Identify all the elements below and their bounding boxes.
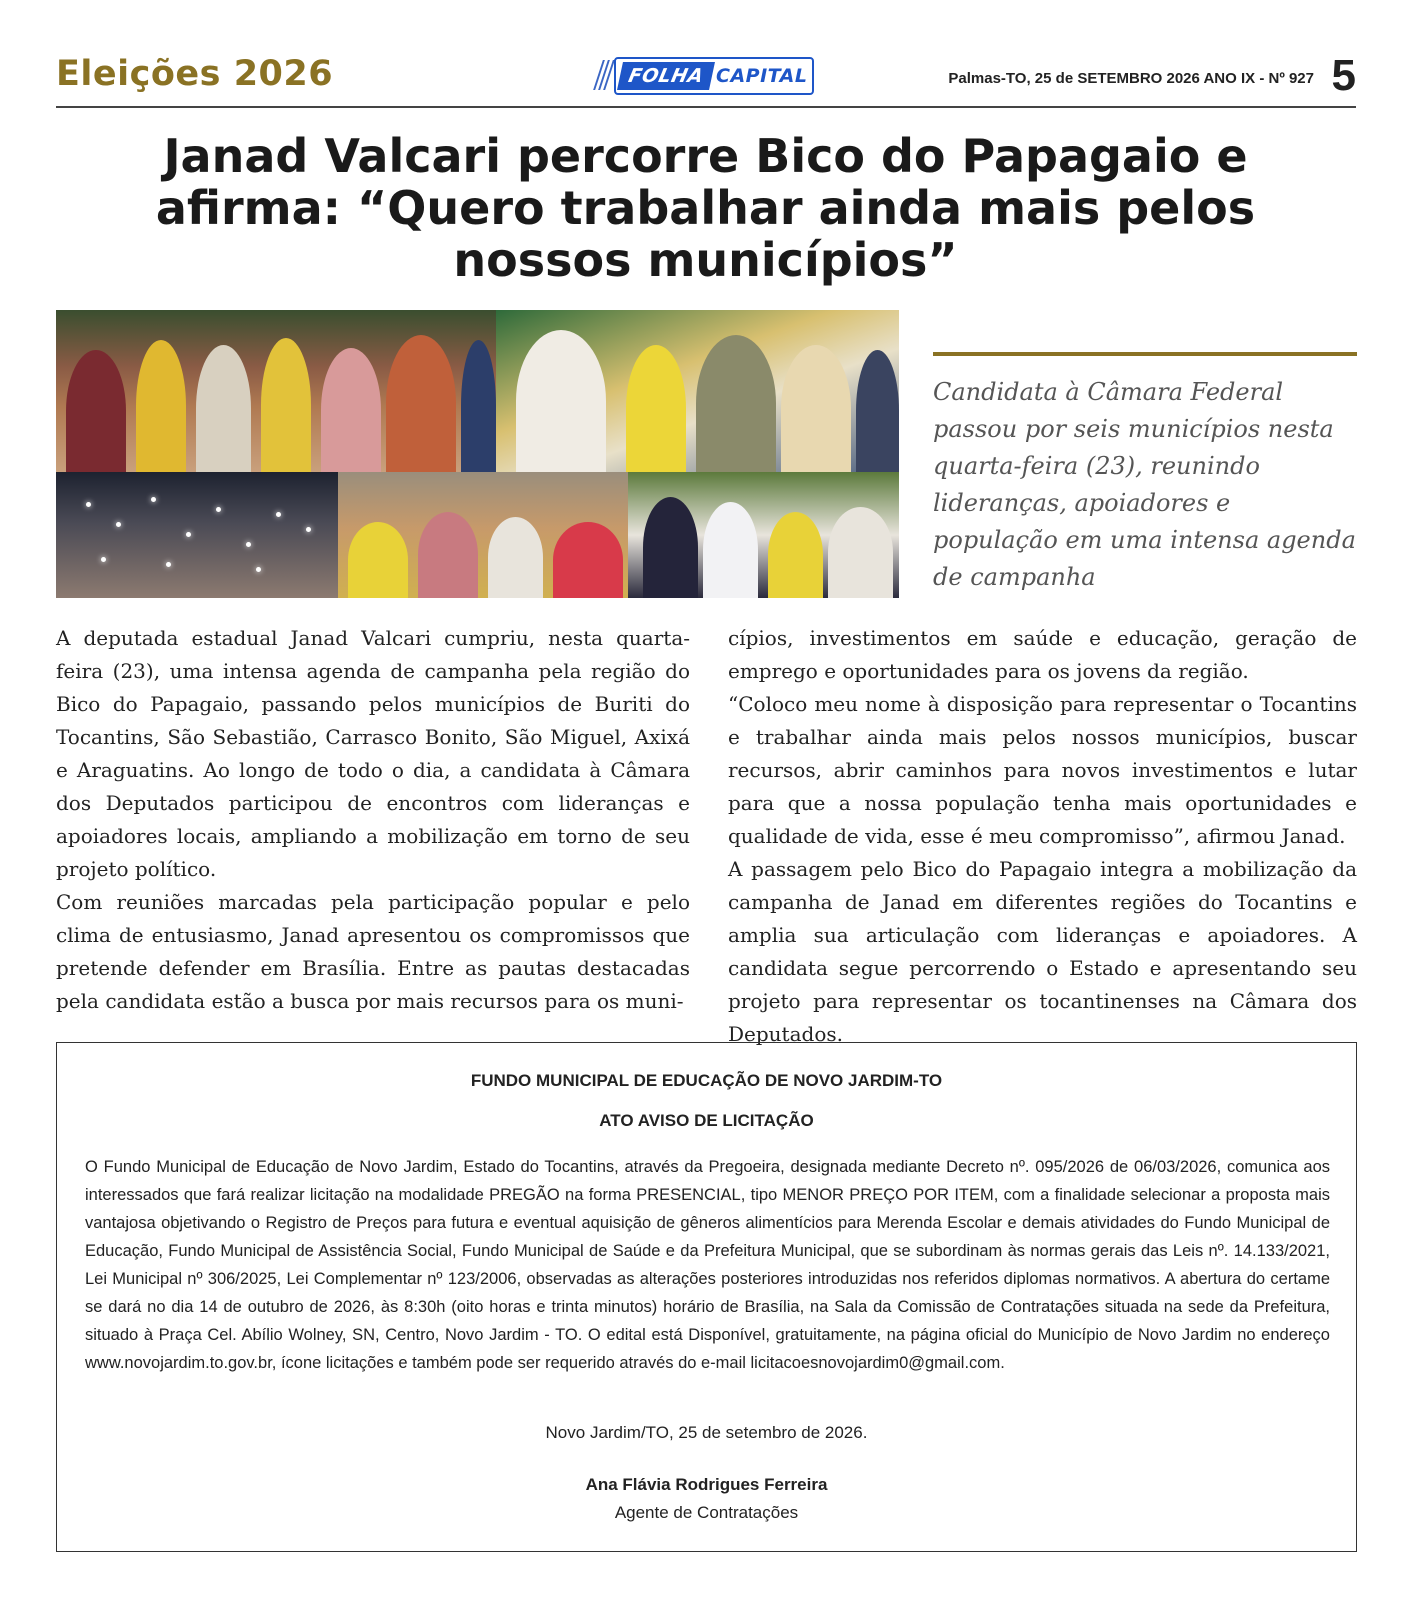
- logo-box: [614, 57, 814, 95]
- article-column-right: [728, 622, 1357, 1051]
- notice-body: O Fundo Municipal de Educação de Novo Jardim, Estado do Tocantins, através da Pregoeira, designada mediante Decreto nº. 095/2026 de 06/03/2026, comunica aos interessados que fará realizar licitação na modalidade PREGÃO na forma PRESENCIAL, tipo MENOR PREÇO POR ITEM, com a finalidade selecionar a proposta mais vantajosa objetivando o Registro de Preços para futura e eventual aquisição de gêneros alimentícios para Merenda Escolar e demais atividades do Fundo Municipal de Educação, Fundo Municipal de Assistência Social, Fundo Municipal de Saúde e da Prefeitura Municipal, que se subordinam às normas gerais das Leis nº. 14.133/2021, Lei Municipal nº 306/2025, Lei Complementar nº 123/2006, observadas as alterações posteriores introduzidas nos referidos diplomas normativos. A abertura do certame se dará no dia 14 de outubro de 2026, às 8:30h (oito horas e trinta minutos) horário de Brasília, na Sala da Comissão de Contratações situada na sede da Prefeitura, situado à Praça Cel. Abílio Wolney, SN, Centro, Novo Jardim - TO. O edital está Disponível, gratuitamente, na página oficial do Município de Novo Jardim no endereço www.novojardim.to.gov.br, ícone licitações e também pode ser requerido através do e-mail licitacoesnovojardim0@gmail.com.: [85, 1158, 1330, 1372]
- article-column-left: [56, 622, 690, 1018]
- page-header: [56, 50, 1356, 106]
- article-paragraph: Com reuniões marcadas pela participação popular e pelo clima de entusiasmo, Janad apresentou os compromissos que pretende defender em Brasília. Entre as pautas destacadas pela candidata estão a busca por mais recursos para os muni-: [56, 890, 690, 1013]
- night-event-photo: [56, 472, 338, 598]
- article-quote-paragraph: “Coloco meu nome à disposição para representar o Tocantins e trabalhar ainda mais pelos nossos municípios, buscar recursos, abrir caminhos para novos investimentos e lutar para que a nossa população tenha mais oportunidades e qualidade de vida, esse é meu compromisso”, afirmou Janad.: [728, 692, 1357, 848]
- article-paragraph: A passagem pelo Bico do Papagaio integra a mobilização da campanha de Janad em diferentes regiões do Tocantins e amplia sua articulação com lideranças e apoiadores. A candidata segue percorrendo o Estado e apresentando seu projeto para representar os tocantinenses na Câmara dos Deputados.: [728, 857, 1357, 1046]
- page-number: 5: [1331, 51, 1356, 100]
- notice-subtitle: ATO AVISO DE LICITAÇÃO: [599, 1111, 814, 1130]
- newspaper-logo: [596, 54, 856, 96]
- header-rule: [56, 106, 1356, 108]
- logo-word-folha: FOLHA: [617, 62, 715, 90]
- notice-signer-role: Agente de Contratações: [614, 1503, 799, 1522]
- logo-word-capital: CAPITAL: [716, 65, 808, 87]
- candidate-rally-photo: [496, 310, 899, 472]
- section-title: Eleições 2026: [56, 54, 334, 94]
- notice-title: FUNDO MUNICIPAL DE EDUCAÇÃO DE NOVO JARDIM-TO: [470, 1071, 943, 1090]
- campaign-crowd-photo: [56, 310, 496, 472]
- bid-notice-box: [56, 1042, 1357, 1552]
- photo-collage: [56, 310, 899, 598]
- candidate-group-photo: [628, 472, 899, 598]
- notice-place-date: Novo Jardim/TO, 25 de setembro de 2026.: [545, 1423, 868, 1442]
- article-subhead: Candidata à Câmara Federal passou por seis municípios nesta quarta-feira (23), reunindo lideranças, apoiadores e população em uma intensa agenda de campanha: [933, 378, 1356, 591]
- dateline: Palmas-TO, 25 de SETEMBRO 2026 ANO IX - Nº 927: [948, 70, 1314, 87]
- notice-signer: Ana Flávia Rodrigues Ferreira: [585, 1475, 828, 1494]
- logo-stripes: [596, 60, 614, 90]
- supporters-photo: [338, 472, 628, 598]
- article-paragraph: cípios, investimentos em saúde e educação, geração de emprego e oportunidades para os jovens da região.: [728, 626, 1357, 683]
- subhead-rule: [933, 352, 1357, 356]
- article-paragraph: A deputada estadual Janad Valcari cumpriu, nesta quarta-feira (23), uma intensa agenda de campanha pela região do Bico do Papagaio, passando pelos municípios de Buriti do Tocantins, São Sebastião, Carrasco Bonito, São Miguel, Axixá e Araguatins. Ao longo de todo o dia, a candidata à Câmara dos Deputados participou de encontros com lideranças e apoiadores locais, ampliando a mobilização em torno de seu projeto político.: [56, 626, 690, 881]
- article-headline: Janad Valcari percorre Bico do Papagaio e afirma: “Quero trabalhar ainda mais pelos nossos municípios”: [155, 129, 1256, 287]
